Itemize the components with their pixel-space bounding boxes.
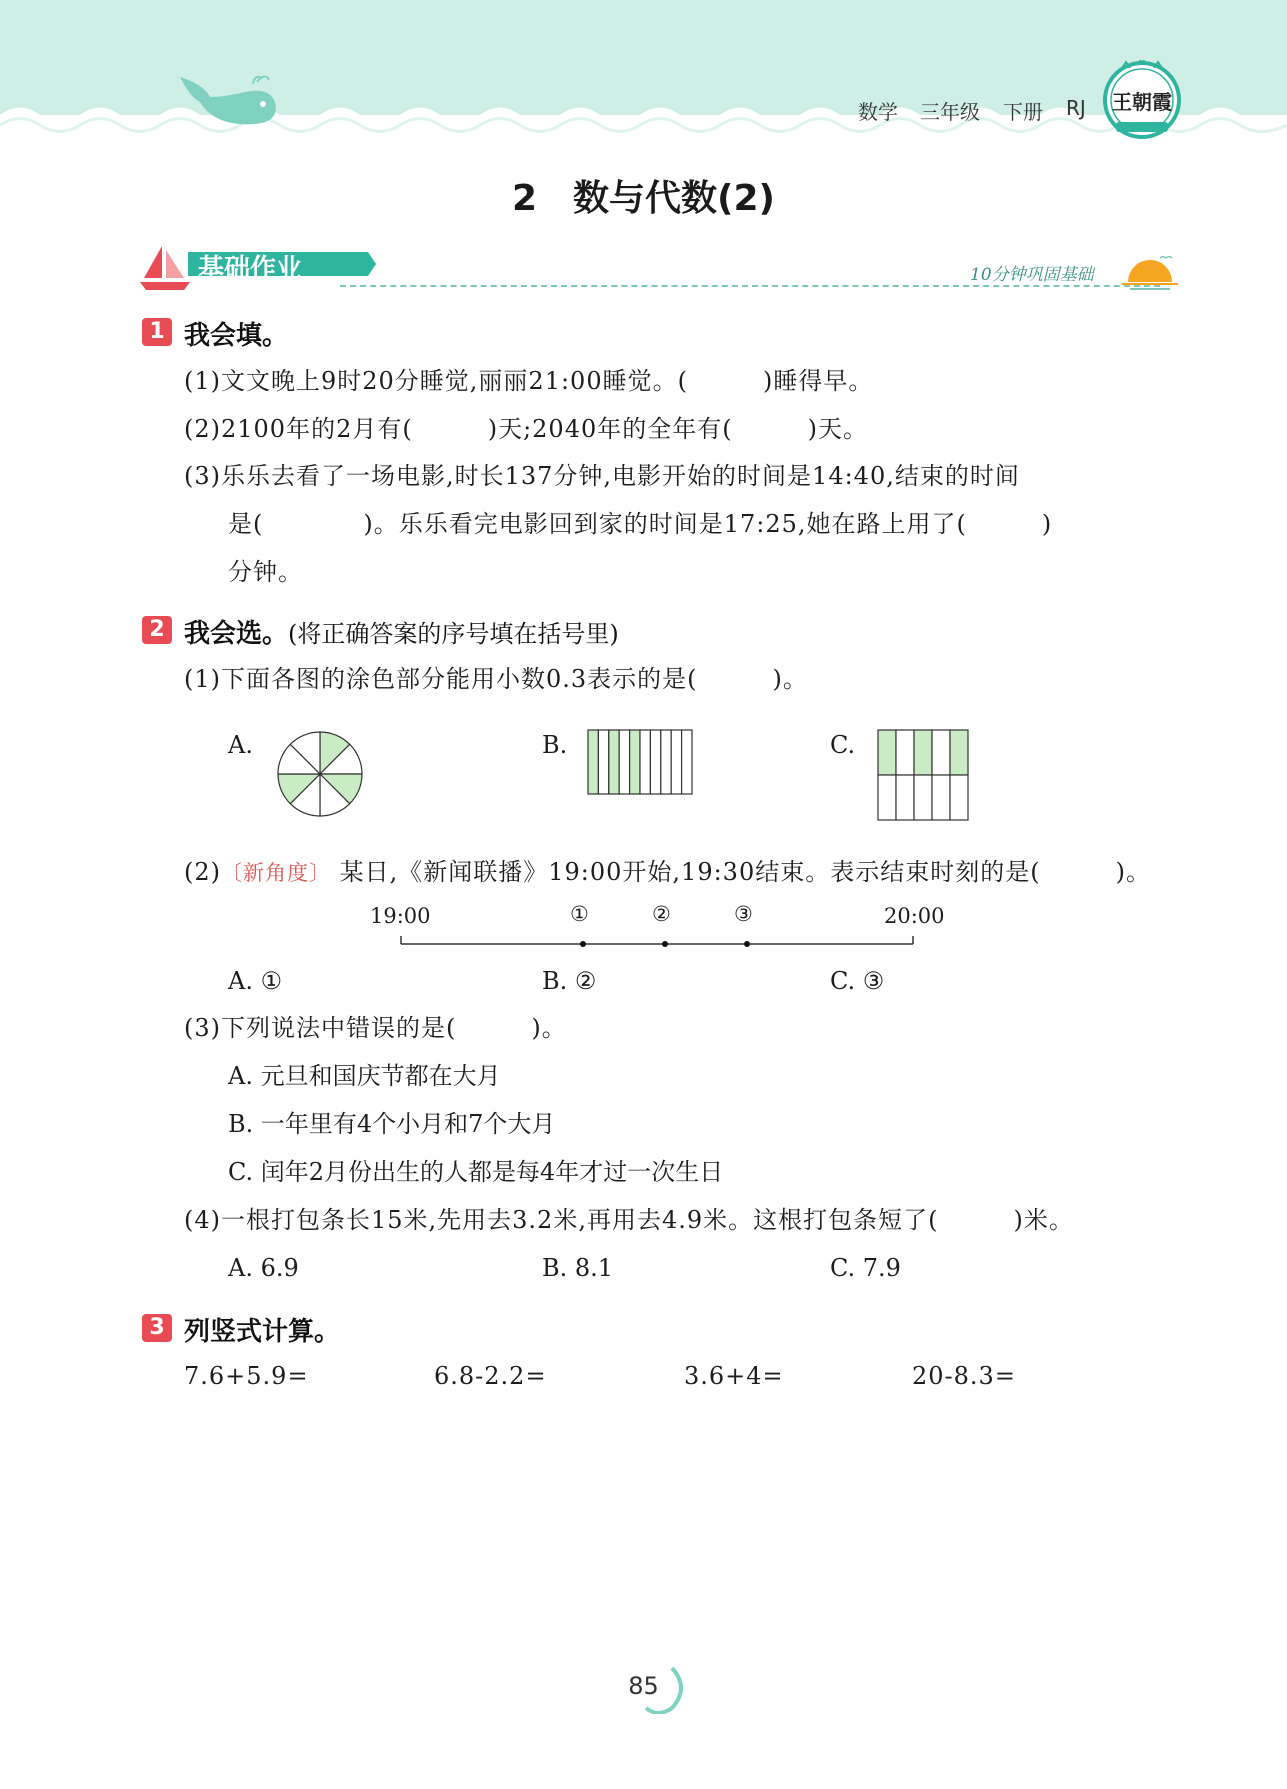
q3-item-4: 20-8.3=	[912, 1362, 1016, 1390]
grade-label: 三年级	[920, 100, 980, 124]
q3-title: 列竖式计算。	[184, 1317, 341, 1347]
strip-cell	[609, 730, 619, 794]
q3-item-2: 6.8-2.2=	[434, 1362, 547, 1390]
grid-cell	[896, 775, 914, 820]
subject-label: 数学	[858, 100, 898, 124]
q1-item-3-line3: 分钟。	[228, 558, 303, 586]
q2-p2-stem-text: 某日,《新闻联播》19:00开始,19:30结束。表示结束时刻的是( )。	[339, 858, 1151, 886]
figure-a-circle	[274, 728, 366, 820]
strip-cell	[671, 730, 681, 794]
q1-title: 我会填。	[184, 321, 289, 351]
q2-title-text: 我会选。	[184, 619, 289, 649]
figure-b-strips	[585, 727, 695, 797]
q1-item-3-line1: (3)乐乐去看了一场电影,时长137分钟,电影开始的时间是14:40,结束的时间	[184, 462, 1020, 490]
q2-p3-option-a: A. 元旦和国庆节都在大月	[228, 1062, 501, 1090]
q2-p4-option-a: A. 6.9	[228, 1254, 299, 1282]
grid-cell	[914, 775, 932, 820]
q2-p1-option-b: B.	[542, 731, 568, 759]
banner-dashed-divider	[340, 285, 1160, 287]
timeline-mark-1: ①	[570, 902, 589, 926]
volume-label: 下册	[1003, 100, 1043, 124]
page-number: 85	[628, 1672, 659, 1700]
edition-label: RJ	[1066, 96, 1086, 120]
grid-cell	[914, 730, 932, 775]
logo-text: 王朝霞	[1112, 90, 1172, 114]
strip-cell	[588, 730, 598, 794]
figure-c-grid	[875, 727, 971, 823]
q2-title-note: (将正确答案的序号填在括号里)	[288, 620, 619, 648]
grid-cell	[878, 775, 896, 820]
q2-p4-option-c: C. 7.9	[830, 1254, 901, 1282]
q2-p2-stem	[184, 857, 1151, 888]
q3-item-1: 7.6+5.9=	[184, 1362, 309, 1390]
q2-p4-option-b: B. 8.1	[542, 1254, 614, 1282]
q2-title	[184, 613, 619, 650]
grid-cell	[950, 730, 968, 775]
timeline-end-label: 20:00	[884, 904, 945, 928]
banner-note: 10分钟巩固基础	[970, 265, 1094, 285]
strip-cell	[640, 730, 650, 794]
strip-cell	[661, 730, 671, 794]
q2-p2-option-a: A. ①	[228, 967, 283, 995]
q2-number-badge: 2	[142, 616, 172, 644]
grid-cell	[896, 730, 914, 775]
grid-cell	[932, 775, 950, 820]
whale-icon	[175, 72, 285, 132]
strip-cell	[650, 730, 660, 794]
grid-cell	[878, 730, 896, 775]
strip-cell	[630, 730, 640, 794]
grid-cell	[950, 775, 968, 820]
timeline-start-label: 19:00	[370, 904, 431, 928]
q1-number-badge: 1	[142, 318, 172, 346]
publisher-logo	[1102, 60, 1182, 140]
sunset-icon	[1122, 252, 1178, 292]
q2-p2-option-b: B. ②	[542, 967, 597, 995]
q2-p1-option-c: C.	[830, 731, 856, 759]
q2-p2-option-c: C. ③	[830, 967, 885, 995]
strip-cell	[682, 730, 692, 794]
strip-cell	[598, 730, 608, 794]
q2-p3-option-c: C. 闰年2月份出生的人都是每4年才过一次生日	[228, 1158, 724, 1186]
q2-p2-prefix: (2)	[184, 858, 221, 886]
grid-cell	[932, 730, 950, 775]
new-angle-tag: 〔新角度〕	[221, 861, 331, 885]
q1-item-2: (2)2100年的2月有( )天;2040年的全年有( )天。	[184, 415, 868, 443]
q2-p3-stem: (3)下列说法中错误的是( )。	[184, 1014, 567, 1042]
q3-item-3: 3.6+4=	[684, 1362, 784, 1390]
q1-item-3-line2: 是( )。乐乐看完电影回到家的时间是17:25,她在路上用了( )	[228, 510, 1053, 538]
q2-p4-stem: (4)一根打包条长15米,先用去3.2米,再用去4.9米。这根打包条短了( )米。	[184, 1206, 1074, 1234]
timeline-axis	[395, 928, 919, 950]
timeline-mark-2: ②	[652, 902, 671, 926]
q2-p1-stem: (1)下面各图的涂色部分能用小数0.3表示的是( )。	[184, 665, 808, 693]
q3-number-badge: 3	[142, 1314, 172, 1342]
q2-p3-option-b: B. 一年里有4个小月和7个大月	[228, 1110, 556, 1138]
strip-cell	[619, 730, 629, 794]
q2-p1-option-a: A.	[228, 731, 253, 759]
banner-label: 基础作业	[198, 254, 303, 284]
page-title: 2 数与代数(2)	[511, 178, 775, 219]
timeline-mark-3: ③	[734, 902, 753, 926]
q1-item-1: (1)文文晚上9时20分睡觉,丽丽21:00睡觉。( )睡得早。	[184, 367, 874, 395]
